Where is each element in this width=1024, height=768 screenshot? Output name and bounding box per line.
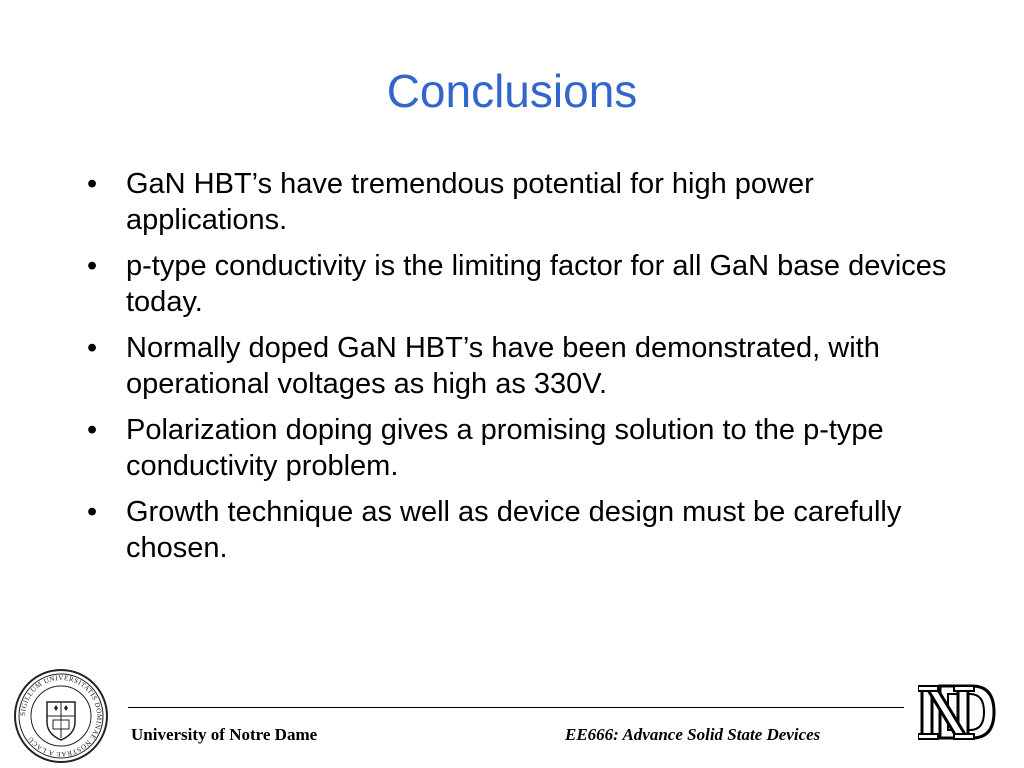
bullet-item xyxy=(84,166,964,238)
bullet-item xyxy=(84,248,964,320)
bullet-item xyxy=(84,412,964,484)
bullet-item xyxy=(84,330,964,402)
bullet-text: Normally doped GaN HBT’s have been demonstrated, with operational voltages as high as 330V. xyxy=(126,332,880,400)
slide-title: Conclusions xyxy=(386,65,638,117)
nd-monogram-logo xyxy=(918,680,998,744)
university-seal-logo xyxy=(13,668,109,764)
footer-divider xyxy=(128,707,904,708)
footer-institution: University of Notre Dame xyxy=(131,725,318,744)
footer-course: EE666: Advance Solid State Devices xyxy=(565,725,821,744)
seal-text: SIGILLUM UNIVERSITATIS DOMINAE NOSTRAE A LACU xyxy=(18,673,104,759)
bullet-text: Growth technique as well as device design must be carefully chosen. xyxy=(126,496,902,564)
bullet-marker: • xyxy=(87,496,98,528)
bullet-marker: • xyxy=(87,168,98,200)
bullet-marker: • xyxy=(87,332,98,364)
bullet-text: Polarization doping gives a promising solution to the p-type conductivity problem. xyxy=(126,414,884,482)
bullet-item xyxy=(84,494,964,566)
bullet-list xyxy=(84,166,964,576)
bullet-marker: • xyxy=(87,250,98,282)
bullet-marker: • xyxy=(87,414,98,446)
bullet-text: p-type conductivity is the limiting factor for all GaN base devices today. xyxy=(126,250,947,318)
bullet-text: GaN HBT’s have tremendous potential for high power applications. xyxy=(126,168,814,236)
